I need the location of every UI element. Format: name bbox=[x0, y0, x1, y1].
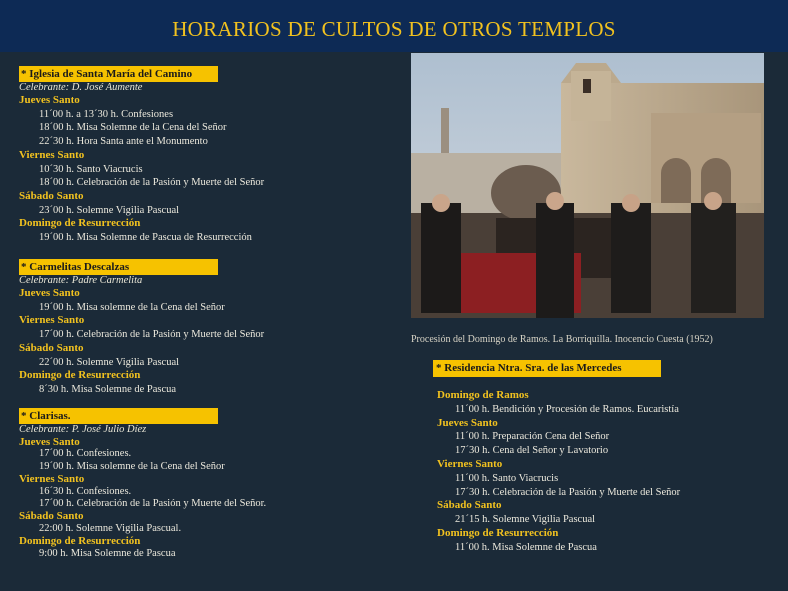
schedule-entry: 18´00 h. Celebración de la Pasión y Muerte del Señor bbox=[39, 177, 265, 189]
day-label: Viernes Santo bbox=[19, 473, 85, 486]
schedule-entry: 17´00 h. Celebración de la Pasión y Muerte del Señor. bbox=[39, 498, 267, 510]
page-title: HORARIOS DE CULTOS DE OTROS TEMPLOS bbox=[172, 17, 616, 41]
schedule-entry: 17´30 h. Celebración de la Pasión y Muerte del Señor bbox=[455, 486, 681, 498]
section-title: * Carmelitas Descalzas bbox=[19, 259, 218, 275]
schedule-entry: 21´15 h. Solemne Vigilia Pascual bbox=[455, 514, 596, 526]
schedule-entry: 17´00 h. Celebración de la Pasión y Muerte del Señor bbox=[39, 329, 265, 341]
schedule-entry: 23´00 h. Solemne Vigilia Pascual bbox=[39, 204, 180, 216]
day-label: Jueves Santo bbox=[19, 287, 80, 299]
schedule-entry: 17´00 h. Confesiones. bbox=[39, 448, 132, 460]
schedule-entry: 10´30 h. Santo Viacrucis bbox=[39, 163, 143, 175]
day-label: Viernes Santo bbox=[19, 314, 85, 327]
day-label: Domingo de Ramos bbox=[437, 389, 529, 401]
procession-photo bbox=[411, 53, 764, 318]
day-label: Jueves Santo bbox=[19, 94, 80, 106]
photo-caption: Procesión del Domingo de Ramos. La Borriquilla. Inocencio Cuesta (1952) bbox=[411, 334, 713, 345]
schedule-entry: 19´00 h. Misa Solemne de Pascua de Resurrección bbox=[39, 232, 252, 244]
section-carmelitas bbox=[19, 259, 264, 397]
day-label: Sábado Santo bbox=[19, 341, 84, 354]
schedule-entry: 16´30 h. Confesiones. bbox=[39, 485, 132, 497]
day-label: Domingo de Resurrección bbox=[19, 217, 141, 230]
schedule-entry: 11´00 h. a 13´30 h. Confesiones bbox=[39, 108, 174, 120]
day-label: Jueves Santo bbox=[19, 436, 80, 448]
procession-photo-illustration bbox=[411, 53, 764, 318]
celebrant: Celebrante: P. José Julio Díez bbox=[19, 424, 147, 435]
day-label: Viernes Santo bbox=[437, 457, 503, 470]
schedule-entry: 8´30 h. Misa Solemne de Pascua bbox=[39, 383, 177, 395]
section-residencia bbox=[437, 389, 680, 555]
day-label: Sábado Santo bbox=[19, 510, 84, 523]
section-title: * Iglesia de Santa María del Camino bbox=[19, 66, 218, 82]
day-label: Jueves Santo bbox=[437, 416, 498, 429]
section-clarisas bbox=[19, 408, 266, 560]
section-title: * Clarisas. bbox=[19, 408, 218, 424]
schedule-entry: 17´30 h. Cena del Señor y Lavatorio bbox=[455, 445, 609, 457]
day-label: Domingo de Resurrección bbox=[437, 526, 559, 539]
schedule-entry: 11´00 h. Preparación Cena del Señor bbox=[455, 431, 610, 443]
schedule-entry: 18´00 h. Misa Solemne de la Cena del Señor bbox=[39, 122, 227, 134]
schedule-entry: 19´00 h. Misa solemne de la Cena del Señor bbox=[39, 301, 225, 313]
day-label: Domingo de Resurrección bbox=[19, 535, 141, 548]
schedule-entry: 22:00 h. Solemne Vigilia Pascual. bbox=[39, 522, 182, 534]
celebrant: Celebrante: D. José Aumente bbox=[19, 82, 143, 93]
day-label: Sábado Santo bbox=[19, 189, 84, 202]
section-santa-maria bbox=[19, 66, 264, 245]
schedule-entry: 22´30 h. Hora Santa ante el Monumento bbox=[39, 136, 208, 148]
schedule-entry: 22´00 h. Solemne Vigilia Pascual bbox=[39, 356, 180, 368]
day-label: Domingo de Resurrección bbox=[19, 369, 141, 382]
schedule-entry: 11´00 h. Bendición y Procesión de Ramos. Eucaristía bbox=[455, 403, 679, 415]
day-label: Sábado Santo bbox=[437, 499, 502, 512]
schedule-entry: 11´00 h. Misa Solemne de Pascua bbox=[455, 541, 597, 553]
schedule-entry: 9:00 h. Misa Solemne de Pascua bbox=[39, 547, 176, 559]
schedule-entry: 19´00 h. Misa solemne de la Cena del Señor bbox=[39, 460, 225, 472]
schedule-entry: 11´00 h. Santo Viacrucis bbox=[455, 472, 559, 484]
section-title-residencia: * Residencia Ntra. Sra. de las Mercedes bbox=[433, 360, 661, 377]
day-label: Viernes Santo bbox=[19, 148, 85, 161]
celebrant: Celebrante: Padre Carmelita bbox=[19, 275, 143, 286]
